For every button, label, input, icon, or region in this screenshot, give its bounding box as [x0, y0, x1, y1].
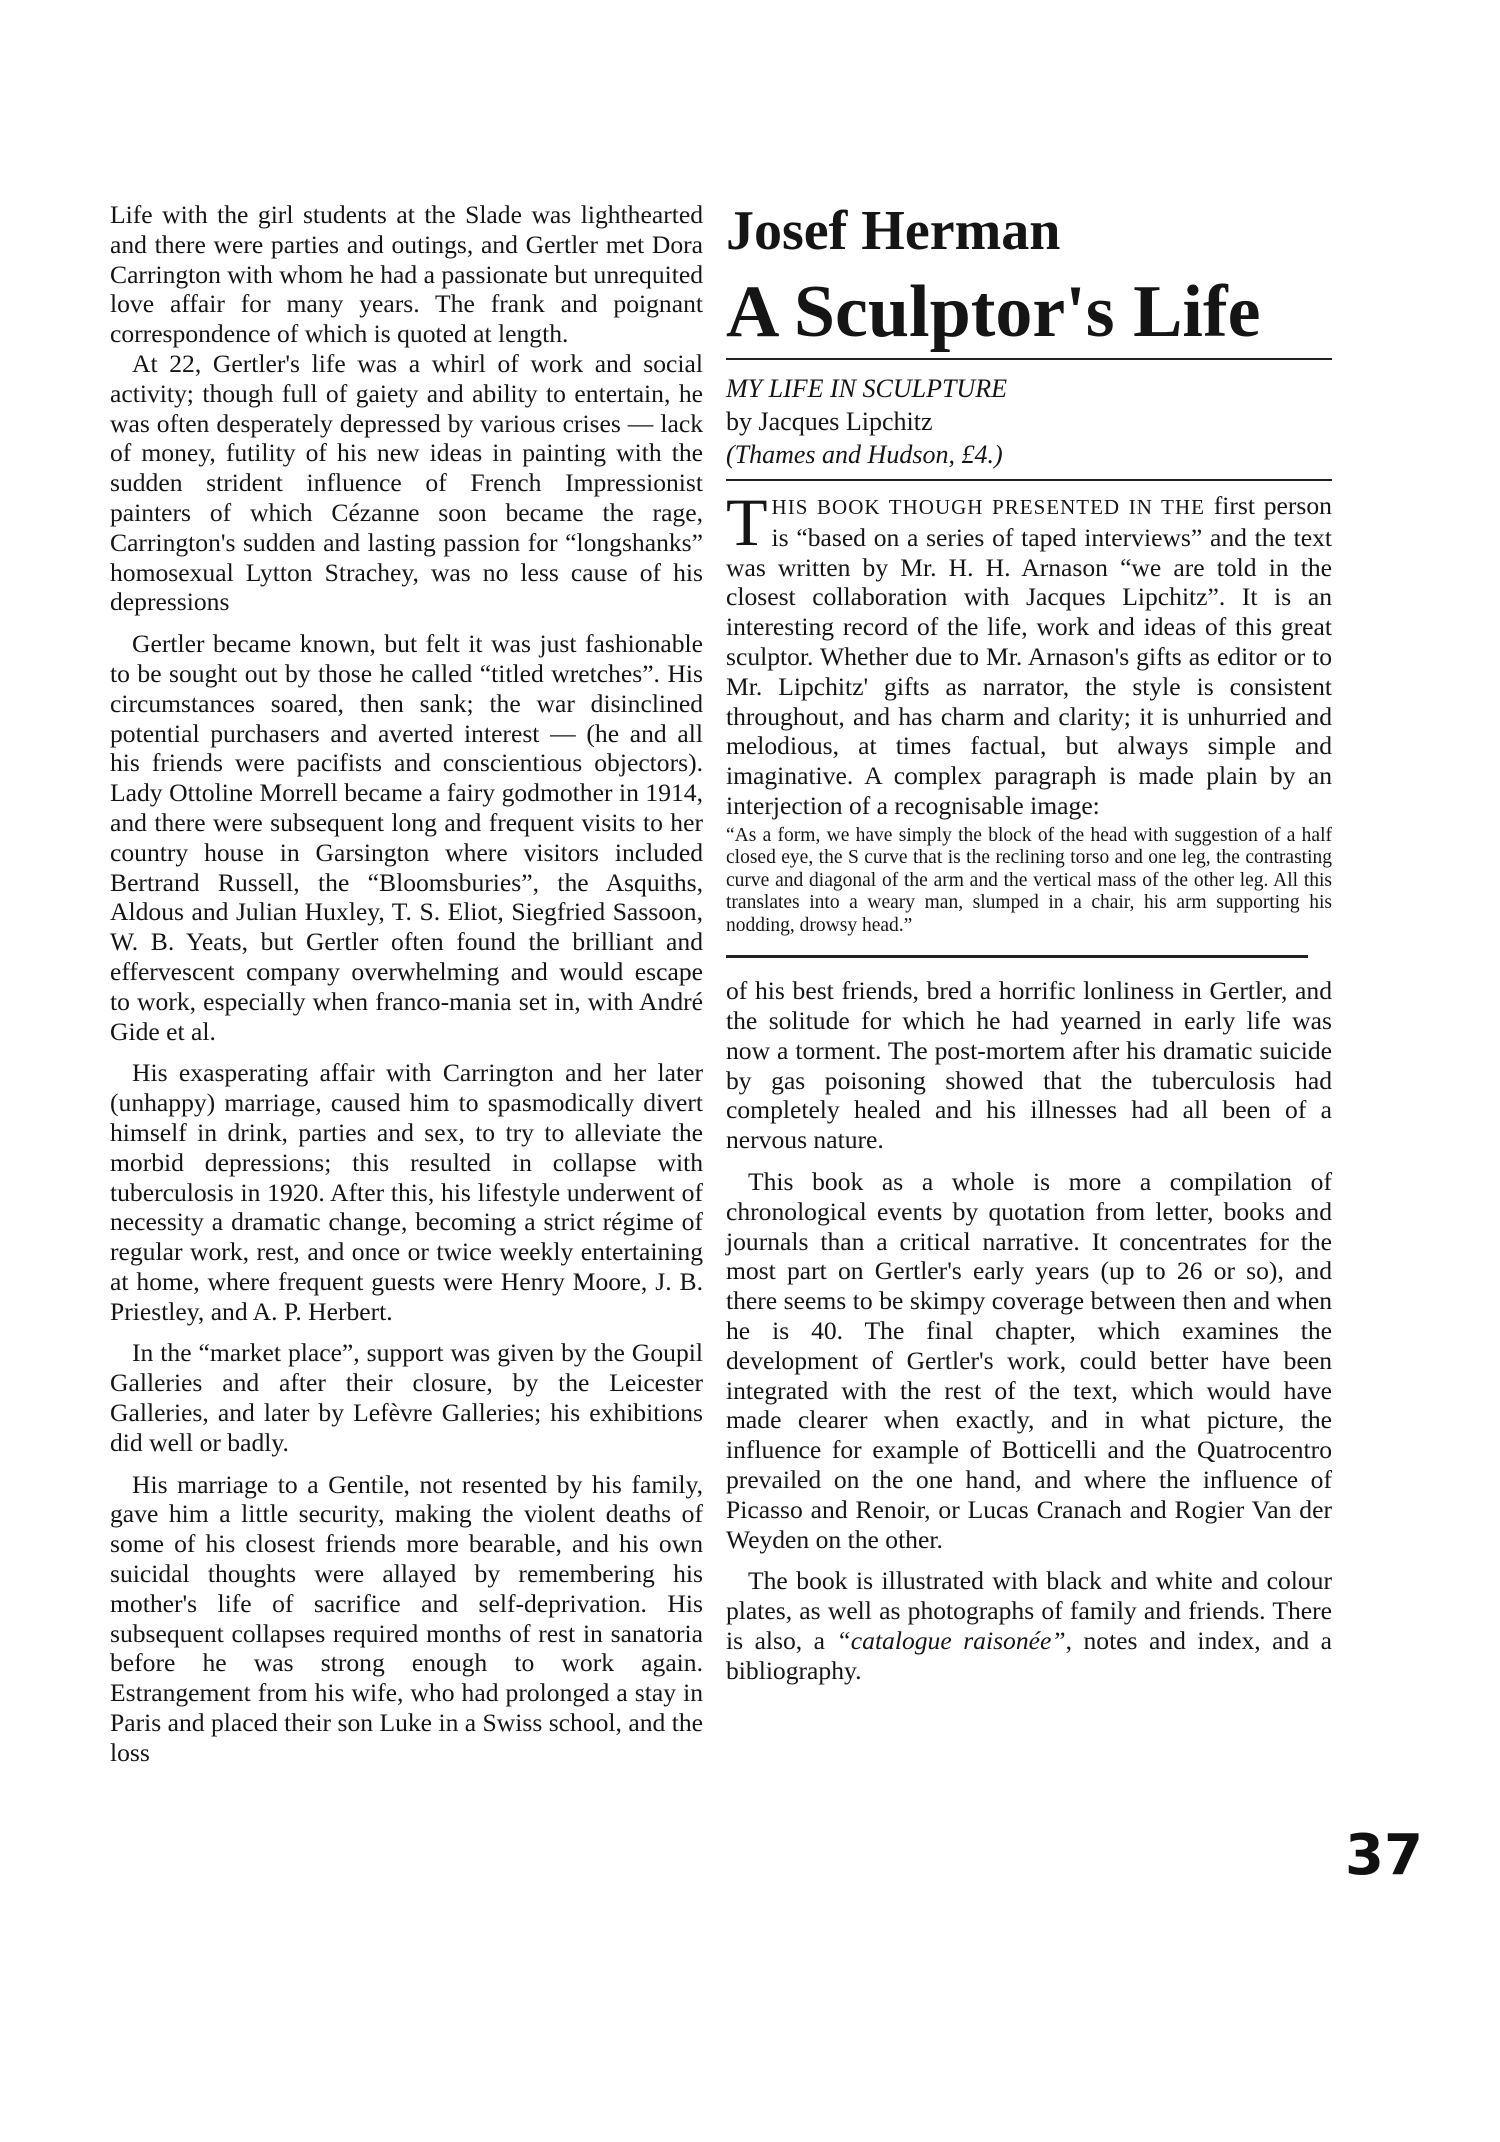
illustrations-end: , notes and index, and a bibliography. — [726, 1626, 1332, 1685]
title-divider — [726, 358, 1332, 360]
review-author: Josef Herman — [726, 200, 1061, 262]
catalogue-raisonee: “catalogue raisonée” — [836, 1626, 1066, 1655]
paragraph-loneliness: of his best friends, bred a horrific lonliness in Gertler, and the solitude for which he had yearned in early life was now a torment. The post-mortem after his dramatic suicide by gas poisoning showed that the tuberculosis had completely healed and his illnesses had all been of a nervous nature. — [726, 976, 1332, 1155]
intro-paragraph — [726, 484, 1332, 821]
left-column — [110, 200, 703, 1768]
book-author: by Jacques Lipchitz — [726, 407, 933, 436]
paragraph-titled-wretches: Gertler became known, but felt it was just fashionable to be sought out by those he called “titled wretches”. His circumstances soared, then sank; the war disinclined potential purchasers and averted interest — (he and all his friends were pacifists and conscientious objectors). Lady Ottoline Morrell became a fairy godmother in 1914, and there were subsequent long and frequent visits to her country house in Garsington where visitors included Bertrand Russell, the “Bloomsburies”, the Asquiths, Aldous and Julian Huxley, T. S. Eliot, Siegfried Sassoon, W. B. Yeats, but Gertler often found the brilliant and effervescent company overwhelming and would escape to work, especially when franco-mania set in, with André Gide et al. — [110, 629, 703, 1046]
book-publisher: (Thames and Hudson, £4.) — [726, 440, 1003, 469]
right-column — [726, 200, 1332, 1686]
intro-lead: HIS BOOK THOUGH PRESENTED IN THE — [771, 495, 1205, 519]
book-details — [726, 372, 1332, 471]
review-intro — [726, 484, 1332, 821]
paragraph-age-22: At 22, Gertler's life was a whirl of work and social activity; though full of gaiety and ability to entertain, he was often desperately depressed by various crises — lack of money, futility of his new ideas in painting with the sudden strident influence of French Impressionist painters of which Cézanne soon became the rage, Carrington's sudden and lasting passion for “longshanks” homosexual Lytton Strachey, was no less cause of his depressions — [110, 348, 703, 617]
intro-text: first person is “based on a series of taped interviews” and the text was written by Mr. H. H. Arnason “we are told in the closest collaboration with Jacques Lipchitz”. It is an interesting record of the life, work and ideas of this great sculptor. Whether due to Mr. Arnason's gifts as editor or to Mr. Lipchitz' gifts as narrator, the style is consistent throughout, and has charm and clarity; it is unhurried and melodious, at times factual, but always simple and imaginative. A complex paragraph is made plain by an interjection of a recognisable image: — [726, 491, 1332, 820]
page-number: 37 — [1345, 1823, 1423, 1888]
paragraph-slade: Life with the girl students at the Slade was lighthearted and there were parties and outings, and Gertler met Dora Carrington with whom he had a passionate but unrequited love affair for many years. The frank and poignant correspondence of which is quoted at length. — [110, 200, 703, 349]
paragraph-carrington-affair: His exasperating affair with Carrington and her later (unhappy) marriage, caused him to spasmodically divert himself in drink, parties and sex, to try to alleviate the morbid depressions; this resulted in collapse with tuberculosis in 1920. After this, his lifestyle underwent of necessity a dramatic change, becoming a strict régime of regular work, rest, and once or twice weekly entertaining at home, where frequent guests were Henry Moore, J. B. Priestley, and A. P. Herbert. — [110, 1058, 703, 1326]
paragraph-illustrations — [726, 1566, 1332, 1685]
lipchitz-quote: “As a form, we have simply the block of the head with suggestion of a half closed eye, the S curve that is the reclining torso and one leg, the contrasting curve and diagonal of the arm and the vertical mass of the other leg. All this translates into a weary man, slumped in a chair, his arm supporting his nodding, drowsy head.” — [726, 824, 1332, 936]
quote-divider — [726, 955, 1308, 958]
book-info-divider — [726, 479, 1332, 481]
book-title: MY LIFE IN SCULPTURE — [726, 374, 1007, 403]
illustrations-text: The book is illustrated with black and white and colour plates, as well as photographs of family and friends. There is also, a — [726, 1566, 1332, 1655]
paragraph-market-place: In the “market place”, support was given by the Goupil Galleries and after their closure, by the Leicester Galleries, and later by Lefèvre Galleries; his exhibitions did well or badly. — [110, 1338, 703, 1457]
review-title: A Sculptor's Life — [726, 271, 1261, 353]
paragraph-marriage: His marriage to a Gentile, not resented by his family, gave him a little security, making the violent deaths of some of his closest friends more bearable, and his own suicidal thoughts were allayed by remembering his mother's life of sacrifice and self-deprivation. His subsequent collapses required months of rest in sanatoria before he was strong enough to work again. Estrangement from his wife, who had prolonged a stay in Paris and placed their son Luke in a Swiss school, and the loss — [110, 1469, 703, 1767]
drop-cap: T — [726, 484, 768, 560]
paragraph-compilation: This book as a whole is more a compilation of chronological events by quotation from letter, books and journals than a critical narrative. It concentrates for the most part on Gertler's early years (up to 26 or so), and there seems to be skimpy coverage between then and when he is 40. The final chapter, which examines the development of Gertler's work, could better have been integrated with the rest of the text, which would have made clearer when exactly, and in what picture, the influence for example of Botticelli and the Quatrocentro prevailed on the one hand, and where the influence of Picasso and Renoir, or Lucas Cranach and Rogier Van der Weyden on the other. — [726, 1167, 1332, 1554]
